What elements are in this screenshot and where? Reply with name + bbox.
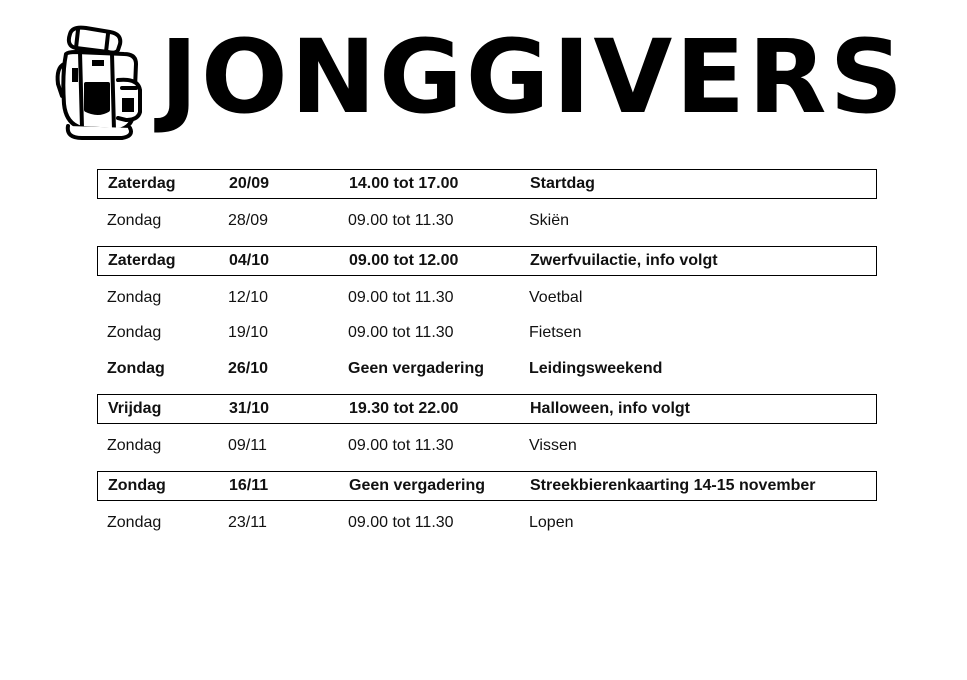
row-date: 16/11 — [229, 477, 269, 494]
row-activity: Streekbierenkaarting 14-15 november — [530, 477, 816, 494]
row-day: Zondag — [107, 360, 165, 377]
row-time: 09.00 tot 11.30 — [348, 324, 454, 341]
row-day: Zondag — [107, 437, 162, 454]
row-activity: Zwerfvuilactie, info volgt — [530, 252, 718, 269]
row-activity: Lopen — [529, 514, 574, 531]
row-activity: Vissen — [529, 437, 577, 454]
row-date: 31/10 — [229, 400, 270, 417]
row-date: 23/11 — [228, 514, 267, 531]
schedule-row — [97, 432, 877, 462]
row-date: 19/10 — [228, 324, 269, 341]
row-date: 26/10 — [228, 360, 269, 377]
row-day: Zondag — [107, 324, 162, 341]
row-date: 12/10 — [228, 289, 269, 306]
schedule-row — [97, 471, 877, 501]
row-time: 09.00 tot 11.30 — [348, 437, 454, 454]
row-time: Geen vergadering — [348, 360, 485, 377]
row-day: Zaterdag — [108, 252, 176, 269]
schedule-row — [97, 509, 877, 539]
row-time: 09.00 tot 12.00 — [349, 252, 459, 269]
schedule-row — [97, 284, 877, 314]
schedule-row — [97, 319, 877, 349]
row-date: 28/09 — [228, 212, 269, 229]
row-time: 14.00 tot 17.00 — [349, 175, 459, 192]
row-time: 09.00 tot 11.30 — [348, 212, 454, 229]
row-activity: Voetbal — [529, 289, 583, 306]
row-activity: Skiën — [529, 212, 570, 229]
schedule-row — [97, 207, 877, 237]
row-date: 04/10 — [229, 252, 270, 269]
schedule-row — [97, 355, 877, 385]
schedule-row — [97, 246, 877, 276]
row-activity: Halloween, info volgt — [530, 400, 691, 417]
row-day: Vrijdag — [108, 400, 162, 417]
row-time: 09.00 tot 11.30 — [348, 514, 454, 531]
schedule-row — [97, 169, 877, 199]
row-day: Zondag — [108, 477, 166, 494]
backpack-icon — [52, 24, 144, 140]
row-time: 09.00 tot 11.30 — [348, 289, 454, 306]
row-time: 19.30 tot 22.00 — [349, 400, 459, 417]
row-date: 20/09 — [229, 175, 270, 192]
row-day: Zondag — [107, 212, 162, 229]
row-date: 09/11 — [228, 437, 267, 454]
schedule-row — [97, 394, 877, 424]
row-activity: Startdag — [530, 175, 595, 192]
page-title: JONGGIVERS — [160, 18, 907, 137]
row-day: Zondag — [107, 289, 162, 306]
row-day: Zondag — [107, 514, 162, 531]
row-day: Zaterdag — [108, 175, 176, 192]
row-activity: Fietsen — [529, 324, 582, 341]
row-time: Geen vergadering — [349, 477, 486, 494]
row-activity: Leidingsweekend — [529, 360, 663, 377]
